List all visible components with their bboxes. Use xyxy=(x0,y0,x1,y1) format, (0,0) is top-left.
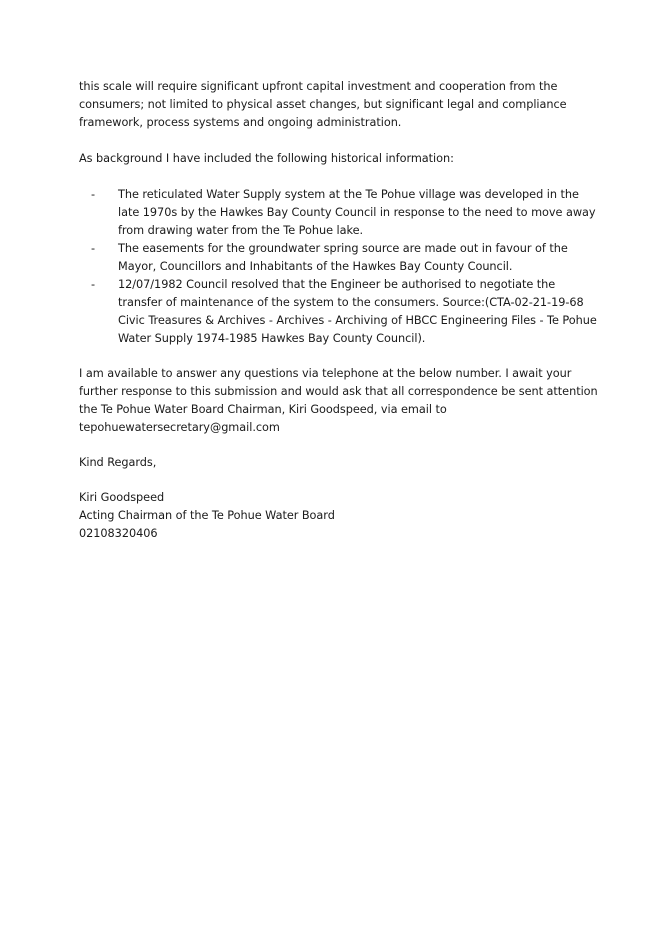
list-item xyxy=(79,186,599,240)
signature-name: Kiri Goodspeed xyxy=(79,491,165,504)
bullet-text: The reticulated Water Supply system at the Te Pohue village was developed in the late 1970s by the Hawkes Bay County Council in response to the need to move away from drawing water from the Te Pohue lake. xyxy=(118,188,596,237)
bullet-dash: - xyxy=(91,278,96,291)
bullet-dash: - xyxy=(91,188,96,201)
document-page xyxy=(79,78,599,543)
bullet-text: The easements for the groundwater spring source are made out in favour of the Mayor, Councillors and Inhabitants of the Hawkes Bay County Council. xyxy=(118,242,568,273)
closing-paragraph: I am available to answer any questions via telephone at the below number. I await your further response to this submission and would ask that all correspondence be sent attention the Te Pohue Water Board Chairman, Kiri Goodspeed, via email to tepohuewatersecretary@gmail.com xyxy=(79,367,598,434)
bullet-text: 12/07/1982 Council resolved that the Engineer be authorised to negotiate the transfer of maintenance of the system to the consumers. Source:(CTA-02-21-19-68 Civic Treasures & Archives - Archives - Archiving of HBCC Engineering Files - Te Pohue Water Supply 1974-1985 Hawkes Bay County Council). xyxy=(118,278,597,345)
bullet-dash: - xyxy=(91,242,96,255)
history-bullet-list xyxy=(79,186,599,348)
list-item xyxy=(79,276,599,348)
sign-off: Kind Regards, xyxy=(79,456,157,469)
signature-title: Acting Chairman of the Te Pohue Water Board xyxy=(79,509,335,522)
intro-paragraph: this scale will require significant upfront capital investment and cooperation from the consumers; not limited to physical asset changes, but significant legal and compliance framework, process systems and ongoing administration. xyxy=(79,80,567,129)
list-item xyxy=(79,240,599,276)
signature-phone: 02108320406 xyxy=(79,527,158,540)
background-intro: As background I have included the following historical information: xyxy=(79,152,454,165)
signature-block xyxy=(79,489,599,543)
